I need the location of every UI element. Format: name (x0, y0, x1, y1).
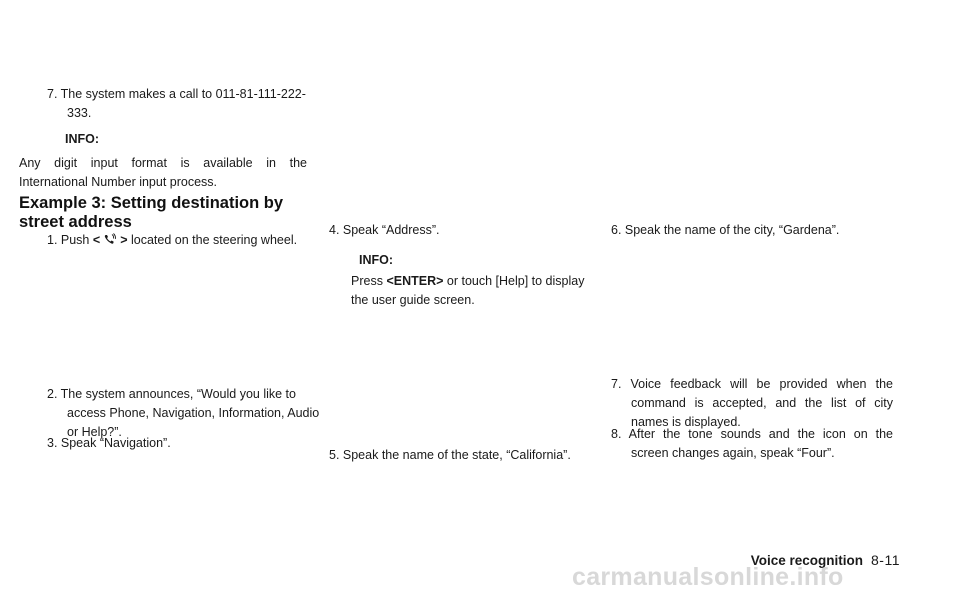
step-7-feedback: 7. Voice feedback will be provided when the command is accepted, and the list of city names is displayed. (611, 377, 893, 429)
section-heading: Example 3: Setting destination by street address (19, 194, 284, 231)
enter-key: <ENTER> (386, 274, 444, 288)
info-label-2: INFO: (359, 253, 394, 267)
info-press: Press (351, 274, 383, 288)
watermark: carmanualsonline.info (572, 563, 844, 591)
info-text: Any digit input format is available in the International Number input process. (19, 156, 307, 189)
page-number: 8-11 (871, 552, 900, 568)
bracket-open: < (92, 233, 101, 247)
step-1-suffix: located on the steering wheel. (130, 233, 298, 247)
step-6-city: 6. Speak the name of the city, “Gardena”. (611, 223, 840, 237)
step-3-speak: 3. Speak “Navigation”. (47, 436, 171, 450)
phone-voice-icon (103, 233, 117, 245)
info-enter-text (351, 272, 601, 310)
footer-section: Voice recognition (750, 553, 864, 568)
step-2-announce: 2. The system announces, “Would you like to access Phone, Navigation, Information, Audio or Help?”. (47, 387, 320, 439)
bracket-close: > (120, 233, 128, 247)
info-label: INFO: (65, 132, 100, 146)
step-5-state: 5. Speak the name of the state, “California”. (329, 448, 571, 462)
step-1-prefix: 1. Push (47, 233, 90, 247)
step-4-speak: 4. Speak “Address”. (329, 223, 440, 237)
info-help-text: or touch [Help] to display the user guide screen. (351, 274, 585, 307)
step-8-tone: 8. After the tone sounds and the icon on the screen changes again, speak “Four”. (611, 427, 893, 460)
step-7-call: 7. The system makes a call to 011-81-111-222-333. (47, 87, 306, 120)
step-1-push (47, 231, 317, 250)
